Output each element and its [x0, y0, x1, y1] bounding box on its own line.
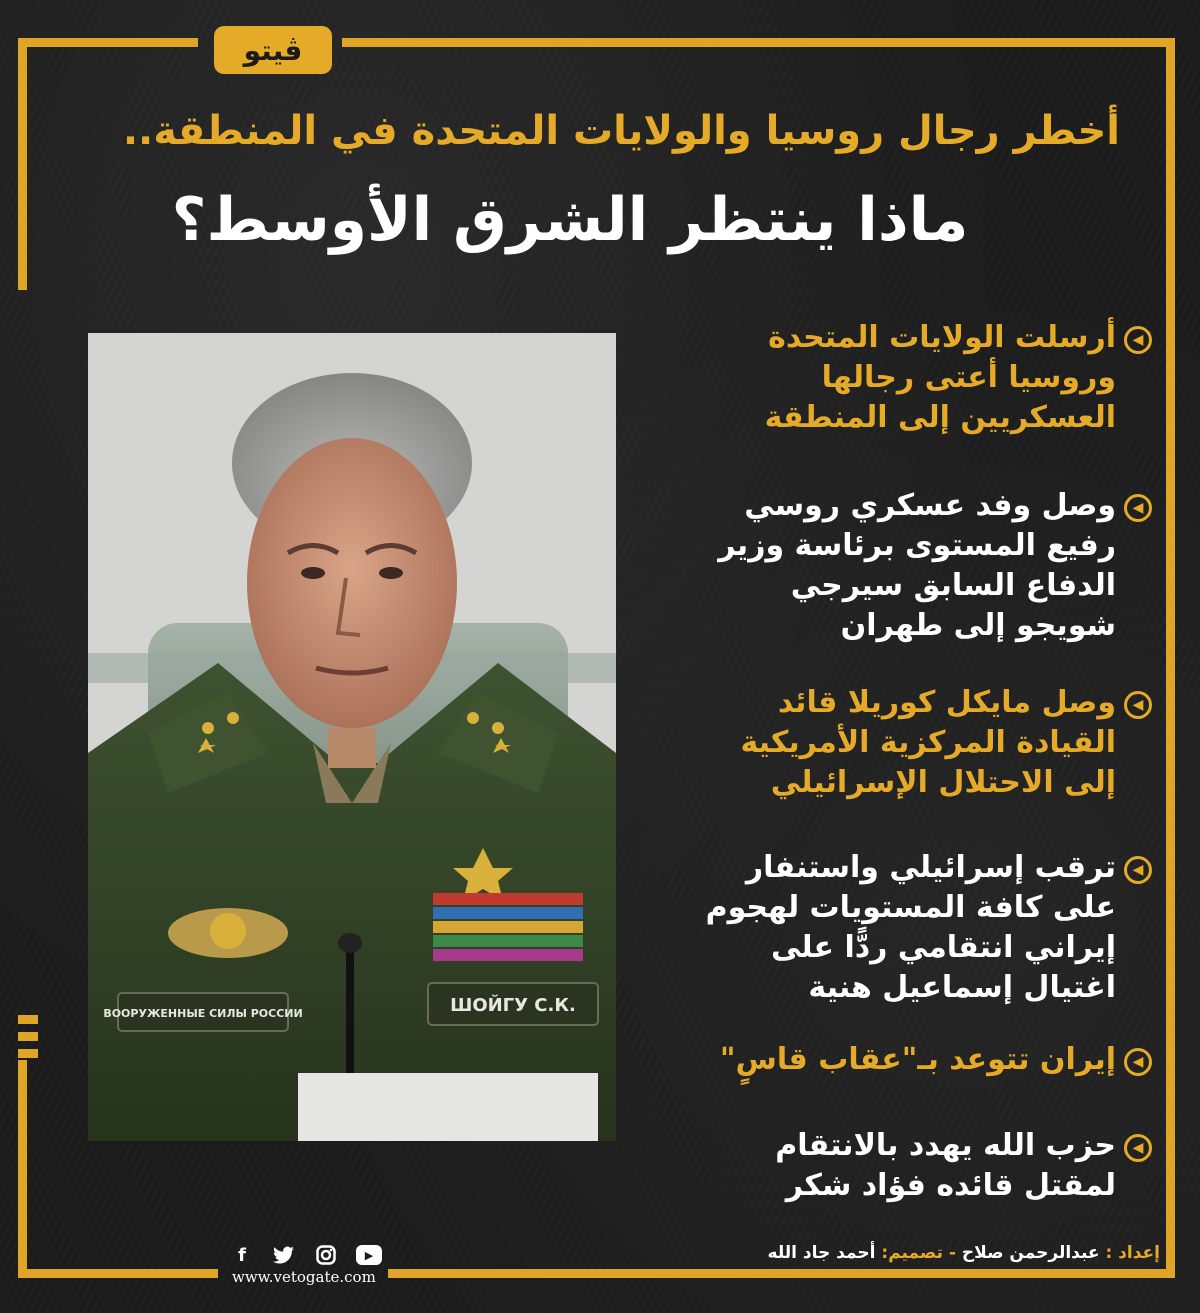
- instagram-icon[interactable]: [314, 1244, 338, 1266]
- frame-dash: [18, 1015, 38, 1024]
- chevron-left-icon: ◀: [1124, 326, 1152, 354]
- point-text: حزب الله يهدد بالانتقام لمقتل قائده فؤاد شكر: [775, 1128, 1116, 1203]
- brand-logo-text: ڤيتو: [243, 33, 303, 67]
- chevron-left-icon: ◀: [1124, 1134, 1152, 1162]
- headline-line2: ماذا ينتظر الشرق الأوسط؟: [171, 185, 969, 255]
- portrait-photo: [88, 333, 616, 1141]
- website-url[interactable]: www.vetogate.com: [232, 1268, 376, 1286]
- frame-bottom-right: [388, 1269, 1175, 1278]
- point-text: ترقب إسرائيلي واستنفار على كافة المستويات لهجوم إيراني انتقامي ردًّا على اغتيال إسماعيل هنية: [705, 850, 1116, 1005]
- frame-bottom-left: [18, 1269, 218, 1278]
- point-text: أرسلت الولايات المتحدة وروسيا أعتى رجالها العسكريين إلى المنطقة: [764, 320, 1116, 435]
- facebook-icon[interactable]: f: [238, 1244, 246, 1266]
- badge-left-text: ВООРУЖЕННЫЕ СИЛЫ РОССИИ: [103, 1007, 303, 1020]
- frame-top-left: [18, 38, 198, 47]
- youtube-icon[interactable]: ▶: [356, 1245, 382, 1265]
- point-text: إيران تتوعد بـ"عقاب قاسٍ": [719, 1042, 1116, 1077]
- point-item: [682, 318, 1152, 438]
- frame-dash: [18, 1032, 38, 1041]
- frame-right: [1166, 38, 1175, 1278]
- point-item: [682, 848, 1152, 1008]
- prepared-label: إعداد :: [1105, 1243, 1160, 1263]
- badge-right-text: ШОЙГУ С.К.: [450, 995, 576, 1016]
- brand-logo[interactable]: [214, 26, 332, 74]
- point-item: [682, 486, 1152, 646]
- point-item: [682, 683, 1152, 803]
- chevron-left-icon: ◀: [1124, 691, 1152, 719]
- frame-left-top: [18, 38, 27, 290]
- prepared-name: عبدالرحمن صلاح: [961, 1243, 1100, 1263]
- frame-top-right: [342, 38, 1174, 47]
- point-item: [682, 1126, 1152, 1206]
- design-name: أحمد جاد الله: [767, 1243, 876, 1263]
- twitter-icon[interactable]: [272, 1244, 296, 1266]
- chevron-left-icon: ◀: [1124, 1048, 1152, 1076]
- frame-dash: [18, 1049, 38, 1058]
- headline-line1: أخطر رجال روسيا والولايات المتحدة في المنطقة..: [122, 108, 1120, 154]
- chevron-left-icon: ◀: [1124, 494, 1152, 522]
- point-item: [682, 1040, 1152, 1080]
- credits-separator: -: [943, 1243, 956, 1263]
- social-links: [230, 1244, 382, 1266]
- frame-left-bottom: [18, 1060, 27, 1278]
- chevron-left-icon: ◀: [1124, 856, 1152, 884]
- point-text: وصل وفد عسكري روسي رفيع المستوى برئاسة وزير الدفاع السابق سيرجي شويجو إلى طهران: [718, 488, 1116, 643]
- credits: [768, 1243, 1160, 1263]
- design-label: تصميم:: [881, 1243, 944, 1263]
- point-text: وصل مايكل كوريلا قائد القيادة المركزية الأمريكية إلى الاحتلال الإسرائيلي: [740, 685, 1116, 800]
